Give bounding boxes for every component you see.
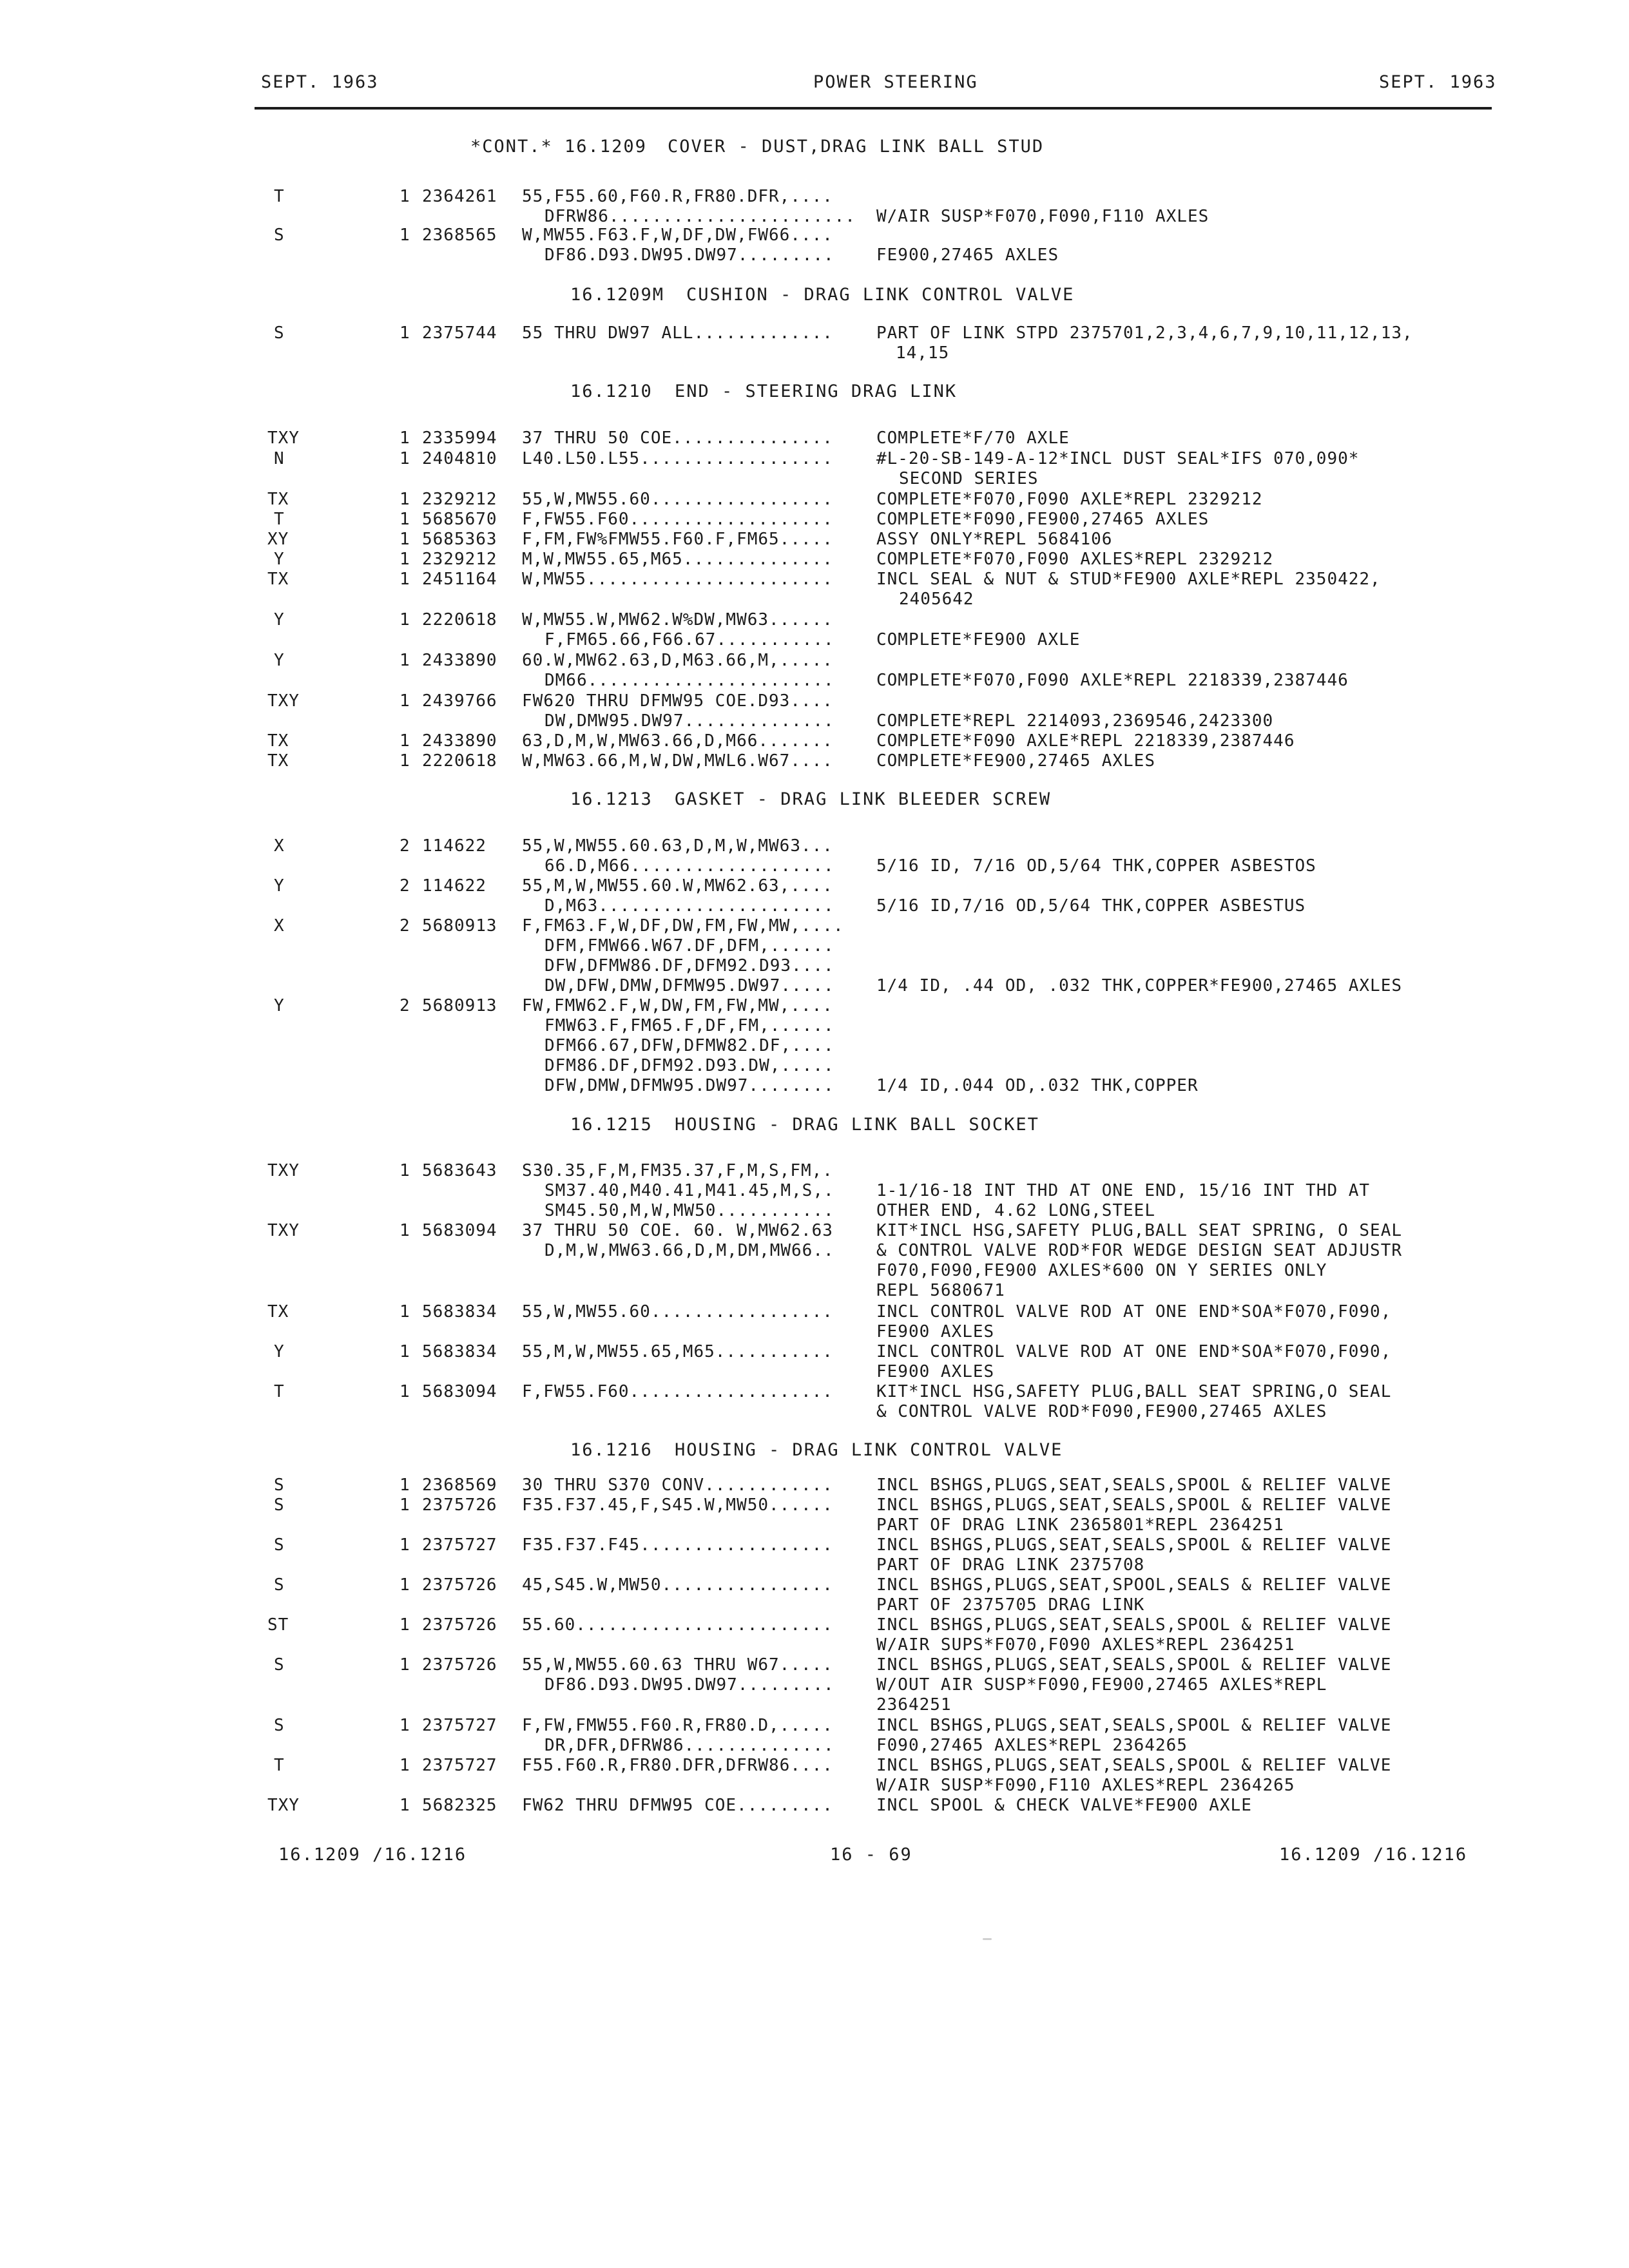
section-number: *CONT.* 16.1209 bbox=[470, 137, 647, 157]
remarks-line: INCL BSHGS,PLUGS,SEAT,SEALS,SPOOL & RELIEF VALVE bbox=[876, 1475, 1392, 1495]
usage-code: S bbox=[274, 323, 285, 343]
application-line: F,FW55.F60................... bbox=[522, 1382, 833, 1401]
section-number: 16.1213 bbox=[570, 789, 653, 809]
application-line: FW,FMW62.F,W,DW,FM,FW,MW,.... bbox=[522, 996, 833, 1015]
application-line: M,W,MW55.65,M65.............. bbox=[522, 550, 833, 569]
quantity: 1 bbox=[400, 1655, 410, 1675]
remarks-line: W/AIR SUPS*F070,F090 AXLES*REPL 2364251 bbox=[876, 1635, 1295, 1655]
part-number: 2404810 bbox=[422, 449, 497, 468]
remarks-line: COMPLETE*F070,F090 AXLE*REPL 2218339,2387446 bbox=[876, 671, 1349, 690]
part-number: 2439766 bbox=[422, 691, 497, 711]
quantity: 1 bbox=[400, 570, 410, 589]
part-number: 5683094 bbox=[422, 1221, 497, 1240]
application-line: 55,F55.60,F60.R,FR80.DFR,.... bbox=[522, 187, 833, 206]
usage-code: T bbox=[274, 1756, 285, 1775]
remarks-line: OTHER END, 4.62 LONG,STEEL bbox=[876, 1201, 1155, 1220]
application-line: 60.W,MW62.63,D,M63.66,M,..... bbox=[522, 651, 833, 670]
application-line: 55,M,W,MW55.65,M65........... bbox=[522, 1342, 833, 1361]
application-line: FMW63.F,FM65.F,DF,FM,...... bbox=[545, 1016, 834, 1035]
application-line: DFM,FMW66.W67.DF,DFM,...... bbox=[545, 936, 834, 956]
application-line: SM37.40,M40.41,M41.45,M,S,. bbox=[545, 1181, 834, 1200]
remarks-line: 5/16 ID,7/16 OD,5/64 THK,COPPER ASBESTUS bbox=[876, 896, 1306, 916]
application-line: FW620 THRU DFMW95 COE.D93.... bbox=[522, 691, 833, 711]
application-line: DF86.D93.DW95.DW97......... bbox=[545, 1675, 834, 1695]
application-line: DFW,DFMW86.DF,DFM92.D93.... bbox=[545, 956, 834, 975]
usage-code: S bbox=[274, 1716, 285, 1735]
remarks-line: INCL CONTROL VALVE ROD AT ONE END*SOA*F070,F090, bbox=[876, 1342, 1392, 1361]
part-number: 2220618 bbox=[422, 751, 497, 771]
remarks-line: FE900 AXLES bbox=[876, 1322, 995, 1341]
application-line: S30.35,F,M,FM35.37,F,M,S,FM,. bbox=[522, 1161, 833, 1180]
part-number: 5682325 bbox=[422, 1796, 497, 1815]
quantity: 1 bbox=[400, 731, 410, 751]
remarks-line: 14,15 bbox=[896, 343, 950, 363]
remarks-line: 1/4 ID, .44 OD, .032 THK,COPPER*FE900,27465 AXLES bbox=[876, 976, 1403, 995]
application-line: F35.F37.F45.................. bbox=[522, 1535, 833, 1555]
section-number: 16.1209M bbox=[570, 285, 665, 305]
application-line: 63,D,M,W,MW63.66,D,M66....... bbox=[522, 731, 833, 751]
part-number: 2375727 bbox=[422, 1716, 497, 1735]
remarks-line: INCL BSHGS,PLUGS,SEAT,SEALS,SPOOL & RELIEF VALVE bbox=[876, 1756, 1392, 1775]
remarks-line: COMPLETE*F090,FE900,27465 AXLES bbox=[876, 510, 1210, 529]
part-number: 2220618 bbox=[422, 610, 497, 629]
application-line: F,FM65.66,F66.67........... bbox=[545, 630, 834, 649]
quantity: 2 bbox=[400, 876, 410, 896]
application-line: D,M,W,MW63.66,D,M,DM,MW66.. bbox=[545, 1241, 834, 1260]
part-number: 2433890 bbox=[422, 731, 497, 751]
quantity: 1 bbox=[400, 226, 410, 245]
remarks-line: INCL BSHGS,PLUGS,SEAT,SEALS,SPOOL & RELIEF VALVE bbox=[876, 1615, 1392, 1635]
section-number: 16.1215 bbox=[570, 1115, 653, 1135]
part-number: 2375726 bbox=[422, 1575, 497, 1595]
application-line: 45,S45.W,MW50................ bbox=[522, 1575, 833, 1595]
usage-code: X bbox=[274, 916, 285, 936]
application-line: F,FM,FW%FMW55.F60.F,FM65..... bbox=[522, 530, 833, 549]
quantity: 1 bbox=[400, 1615, 410, 1635]
application-line: DW,DMW95.DW97.............. bbox=[545, 711, 834, 731]
remarks-line: COMPLETE*F070,F090 AXLE*REPL 2329212 bbox=[876, 490, 1263, 509]
application-line: D,M63...................... bbox=[545, 896, 834, 916]
quantity: 1 bbox=[400, 323, 410, 343]
remarks-line: & CONTROL VALVE ROD*F090,FE900,27465 AXLES bbox=[876, 1402, 1327, 1421]
part-number: 2375727 bbox=[422, 1535, 497, 1555]
usage-code: Y bbox=[274, 996, 285, 1015]
part-number: 2375726 bbox=[422, 1615, 497, 1635]
quantity: 1 bbox=[400, 1221, 410, 1240]
remarks-line: PART OF LINK STPD 2375701,2,3,4,6,7,9,10,11,12,13, bbox=[876, 323, 1413, 343]
application-line: DFM66.67,DFW,DFMW82.DF,.... bbox=[545, 1036, 834, 1055]
application-line: W,MW63.66,M,W,DW,MWL6.W67.... bbox=[522, 751, 833, 771]
usage-code: X bbox=[274, 836, 285, 856]
usage-code: S bbox=[274, 1475, 285, 1495]
usage-code: S bbox=[274, 1495, 285, 1515]
part-number: 2451164 bbox=[422, 570, 497, 589]
part-number: 2433890 bbox=[422, 651, 497, 670]
remarks-line: INCL CONTROL VALVE ROD AT ONE END*SOA*F070,F090, bbox=[876, 1302, 1392, 1321]
usage-code: ST bbox=[267, 1615, 289, 1635]
remarks-line: COMPLETE*F090 AXLE*REPL 2218339,2387446 bbox=[876, 731, 1295, 751]
usage-code: TXY bbox=[267, 428, 300, 448]
application-line: F,FM63.F,W,DF,DW,FM,FW,MW,.... bbox=[522, 916, 844, 936]
part-number: 5685363 bbox=[422, 530, 497, 549]
remarks-line: INCL BSHGS,PLUGS,SEAT,SEALS,SPOOL & RELIEF VALVE bbox=[876, 1655, 1392, 1675]
usage-code: TXY bbox=[267, 1161, 300, 1180]
header-center: POWER STEERING bbox=[813, 72, 978, 92]
usage-code: TX bbox=[267, 490, 289, 509]
application-line: 30 THRU S370 CONV............ bbox=[522, 1475, 833, 1495]
usage-code: Y bbox=[274, 550, 285, 569]
remarks-line: W/AIR SUSP*F090,F110 AXLES*REPL 2364265 bbox=[876, 1776, 1295, 1795]
quantity: 2 bbox=[400, 836, 410, 856]
section-title: HOUSING - DRAG LINK BALL SOCKET bbox=[675, 1115, 1039, 1135]
footer-right: 16.1209 /16.1216 bbox=[1279, 1845, 1468, 1865]
application-line: DM66....................... bbox=[545, 671, 834, 690]
application-line: 55,W,MW55.60................. bbox=[522, 490, 833, 509]
application-line: FW62 THRU DFMW95 COE......... bbox=[522, 1796, 833, 1815]
quantity: 1 bbox=[400, 1756, 410, 1775]
application-line: 55 THRU DW97 ALL............. bbox=[522, 323, 833, 343]
usage-code: Y bbox=[274, 876, 285, 896]
application-line: 55,W,MW55.60................. bbox=[522, 1302, 833, 1321]
part-number: 5685670 bbox=[422, 510, 497, 529]
part-number: 114622 bbox=[422, 836, 487, 856]
part-number: 5683834 bbox=[422, 1342, 497, 1361]
application-line: 66.D,M66................... bbox=[545, 856, 834, 876]
part-number: 2368565 bbox=[422, 226, 497, 245]
remarks-line: ASSY ONLY*REPL 5684106 bbox=[876, 530, 1113, 549]
footer-left: 16.1209 /16.1216 bbox=[278, 1845, 467, 1865]
remarks-line: COMPLETE*F070,F090 AXLES*REPL 2329212 bbox=[876, 550, 1274, 569]
part-number: 2375726 bbox=[422, 1655, 497, 1675]
application-line: F55.F60.R,FR80.DFR,DFRW86.... bbox=[522, 1756, 833, 1775]
part-number: 2364261 bbox=[422, 187, 497, 206]
part-number: 2329212 bbox=[422, 490, 497, 509]
remarks-line: REPL 5680671 bbox=[876, 1281, 1005, 1300]
part-number: 114622 bbox=[422, 876, 487, 896]
remarks-line: FE900 AXLES bbox=[876, 1362, 995, 1381]
part-number: 5683643 bbox=[422, 1161, 497, 1180]
remarks-line: 1/4 ID,.044 OD,.032 THK,COPPER bbox=[876, 1076, 1199, 1095]
part-number: 2375727 bbox=[422, 1756, 497, 1775]
quantity: 1 bbox=[400, 187, 410, 206]
application-line: W,MW55.F63.F,W,DF,DW,FW66.... bbox=[522, 226, 833, 245]
quantity: 1 bbox=[400, 1796, 410, 1815]
scan-mark bbox=[983, 1938, 992, 1940]
usage-code: XY bbox=[267, 530, 289, 549]
application-line: F35.F37.45,F,S45.W,MW50...... bbox=[522, 1495, 833, 1515]
footer-page-number: 16 - 69 bbox=[830, 1845, 912, 1865]
application-line: DW,DFW,DMW,DFMW95.DW97..... bbox=[545, 976, 834, 995]
remarks-line: 1-1/16-18 INT THD AT ONE END, 15/16 INT THD AT bbox=[876, 1181, 1371, 1200]
remarks-line: PART OF DRAG LINK 2375708 bbox=[876, 1555, 1145, 1575]
section-title: HOUSING - DRAG LINK CONTROL VALVE bbox=[675, 1440, 1063, 1460]
quantity: 1 bbox=[400, 1302, 410, 1321]
application-line: 55,W,MW55.60.63 THRU W67..... bbox=[522, 1655, 833, 1675]
remarks-line: INCL BSHGS,PLUGS,SEAT,SPOOL,SEALS & RELIEF VALVE bbox=[876, 1575, 1392, 1595]
remarks-line: W/AIR SUSP*F070,F090,F110 AXLES bbox=[876, 207, 1210, 226]
remarks-line: F070,F090,FE900 AXLES*600 ON Y SERIES ONLY bbox=[876, 1261, 1327, 1280]
section-title: GASKET - DRAG LINK BLEEDER SCREW bbox=[675, 789, 1052, 809]
usage-code: S bbox=[274, 1575, 285, 1595]
remarks-line: SECOND SERIES bbox=[899, 469, 1039, 488]
remarks-line: INCL BSHGS,PLUGS,SEAT,SEALS,SPOOL & RELIEF VALVE bbox=[876, 1495, 1392, 1515]
application-line: DF86.D93.DW95.DW97......... bbox=[545, 245, 834, 265]
quantity: 1 bbox=[400, 1716, 410, 1735]
remarks-line: 5/16 ID, 7/16 OD,5/64 THK,COPPER ASBESTOS bbox=[876, 856, 1316, 876]
header-left: SEPT. 1963 bbox=[261, 72, 379, 92]
quantity: 1 bbox=[400, 1575, 410, 1595]
quantity: 1 bbox=[400, 550, 410, 569]
application-line: 55.60........................ bbox=[522, 1615, 833, 1635]
usage-code: Y bbox=[274, 651, 285, 670]
application-line: 37 THRU 50 COE............... bbox=[522, 428, 833, 448]
quantity: 1 bbox=[400, 1382, 410, 1401]
remarks-line: & CONTROL VALVE ROD*FOR WEDGE DESIGN SEAT ADJUSTR bbox=[876, 1241, 1403, 1260]
application-line: SM45.50,M,W,MW50........... bbox=[545, 1201, 834, 1220]
application-line: F,FW,FMW55.F60.R,FR80.D,..... bbox=[522, 1716, 833, 1735]
part-number: 2329212 bbox=[422, 550, 497, 569]
quantity: 1 bbox=[400, 691, 410, 711]
usage-code: S bbox=[274, 1655, 285, 1675]
section-title: CUSHION - DRAG LINK CONTROL VALVE bbox=[686, 285, 1075, 305]
remarks-line: INCL BSHGS,PLUGS,SEAT,SEALS,SPOOL & RELIEF VALVE bbox=[876, 1535, 1392, 1555]
remarks-line: INCL SEAL & NUT & STUD*FE900 AXLE*REPL 2350422, bbox=[876, 570, 1381, 589]
usage-code: TXY bbox=[267, 691, 300, 711]
application-line: 55,M,W,MW55.60.W,MW62.63,.... bbox=[522, 876, 833, 896]
application-line: W,MW55.W,MW62.W%DW,MW63...... bbox=[522, 610, 833, 629]
application-line: 37 THRU 50 COE. 60. W,MW62.63 bbox=[522, 1221, 833, 1240]
quantity: 1 bbox=[400, 751, 410, 771]
quantity: 2 bbox=[400, 996, 410, 1015]
application-line: L40.L50.L55.................. bbox=[522, 449, 833, 468]
remarks-line: INCL SPOOL & CHECK VALVE*FE900 AXLE bbox=[876, 1796, 1252, 1815]
application-line: W,MW55....................... bbox=[522, 570, 833, 589]
usage-code: T bbox=[274, 187, 285, 206]
section-number: 16.1216 bbox=[570, 1440, 653, 1460]
remarks-line: 2364251 bbox=[876, 1695, 952, 1715]
remarks-line: COMPLETE*FE900 AXLE bbox=[876, 630, 1081, 649]
part-number: 2368569 bbox=[422, 1475, 497, 1495]
remarks-line: PART OF DRAG LINK 2365801*REPL 2364251 bbox=[876, 1515, 1284, 1535]
remarks-line: W/OUT AIR SUSP*F090,FE900,27465 AXLES*REPL bbox=[876, 1675, 1327, 1695]
section-number: 16.1210 bbox=[570, 381, 653, 401]
application-line: DFW,DMW,DFMW95.DW97........ bbox=[545, 1076, 834, 1095]
quantity: 1 bbox=[400, 510, 410, 529]
usage-code: T bbox=[274, 510, 285, 529]
part-number: 5683834 bbox=[422, 1302, 497, 1321]
section-title: END - STEERING DRAG LINK bbox=[675, 381, 958, 401]
header-right: SEPT. 1963 bbox=[1379, 72, 1497, 92]
application-line: 55,W,MW55.60.63,D,M,W,MW63... bbox=[522, 836, 833, 856]
usage-code: TXY bbox=[267, 1796, 300, 1815]
usage-code: Y bbox=[274, 1342, 285, 1361]
application-line: DR,DFR,DFRW86.............. bbox=[545, 1736, 834, 1755]
part-number: 5680913 bbox=[422, 996, 497, 1015]
application-line: DFRW86....................... bbox=[545, 207, 856, 226]
quantity: 2 bbox=[400, 916, 410, 936]
usage-code: T bbox=[274, 1382, 285, 1401]
usage-code: TX bbox=[267, 751, 289, 771]
remarks-line: F090,27465 AXLES*REPL 2364265 bbox=[876, 1736, 1188, 1755]
usage-code: TXY bbox=[267, 1221, 300, 1240]
part-number: 2375726 bbox=[422, 1495, 497, 1515]
part-number: 2335994 bbox=[422, 428, 497, 448]
section-title: COVER - DUST,DRAG LINK BALL STUD bbox=[668, 137, 1045, 157]
quantity: 1 bbox=[400, 1535, 410, 1555]
usage-code: Y bbox=[274, 610, 285, 629]
quantity: 1 bbox=[400, 449, 410, 468]
quantity: 1 bbox=[400, 610, 410, 629]
remarks-line: #L-20-SB-149-A-12*INCL DUST SEAL*IFS 070,090* bbox=[876, 449, 1360, 468]
usage-code: TX bbox=[267, 731, 289, 751]
part-number: 5683094 bbox=[422, 1382, 497, 1401]
part-number: 2375744 bbox=[422, 323, 497, 343]
application-line: F,FW55.F60................... bbox=[522, 510, 833, 529]
quantity: 1 bbox=[400, 1342, 410, 1361]
part-number: 5680913 bbox=[422, 916, 497, 936]
quantity: 1 bbox=[400, 428, 410, 448]
remarks-line: INCL BSHGS,PLUGS,SEAT,SEALS,SPOOL & RELIEF VALVE bbox=[876, 1716, 1392, 1735]
remarks-line: COMPLETE*FE900,27465 AXLES bbox=[876, 751, 1155, 771]
application-line: DFM86.DF,DFM92.D93.DW,..... bbox=[545, 1056, 834, 1075]
quantity: 1 bbox=[400, 1475, 410, 1495]
remarks-line: COMPLETE*F/70 AXLE bbox=[876, 428, 1070, 448]
usage-code: TX bbox=[267, 570, 289, 589]
remarks-line: KIT*INCL HSG,SAFETY PLUG,BALL SEAT SPRING,O SEAL bbox=[876, 1382, 1392, 1401]
usage-code: TX bbox=[267, 1302, 289, 1321]
remarks-line: COMPLETE*REPL 2214093,2369546,2423300 bbox=[876, 711, 1274, 731]
quantity: 1 bbox=[400, 490, 410, 509]
quantity: 1 bbox=[400, 651, 410, 670]
quantity: 1 bbox=[400, 530, 410, 549]
remarks-line: FE900,27465 AXLES bbox=[876, 245, 1059, 265]
remarks-line: KIT*INCL HSG,SAFETY PLUG,BALL SEAT SPRING, O SEAL bbox=[876, 1221, 1403, 1240]
remarks-line: 2405642 bbox=[899, 590, 974, 609]
usage-code: S bbox=[274, 1535, 285, 1555]
remarks-line: PART OF 2375705 DRAG LINK bbox=[876, 1595, 1145, 1615]
header-rule bbox=[255, 107, 1492, 110]
quantity: 1 bbox=[400, 1495, 410, 1515]
usage-code: N bbox=[274, 449, 285, 468]
quantity: 1 bbox=[400, 1161, 410, 1180]
usage-code: S bbox=[274, 226, 285, 245]
